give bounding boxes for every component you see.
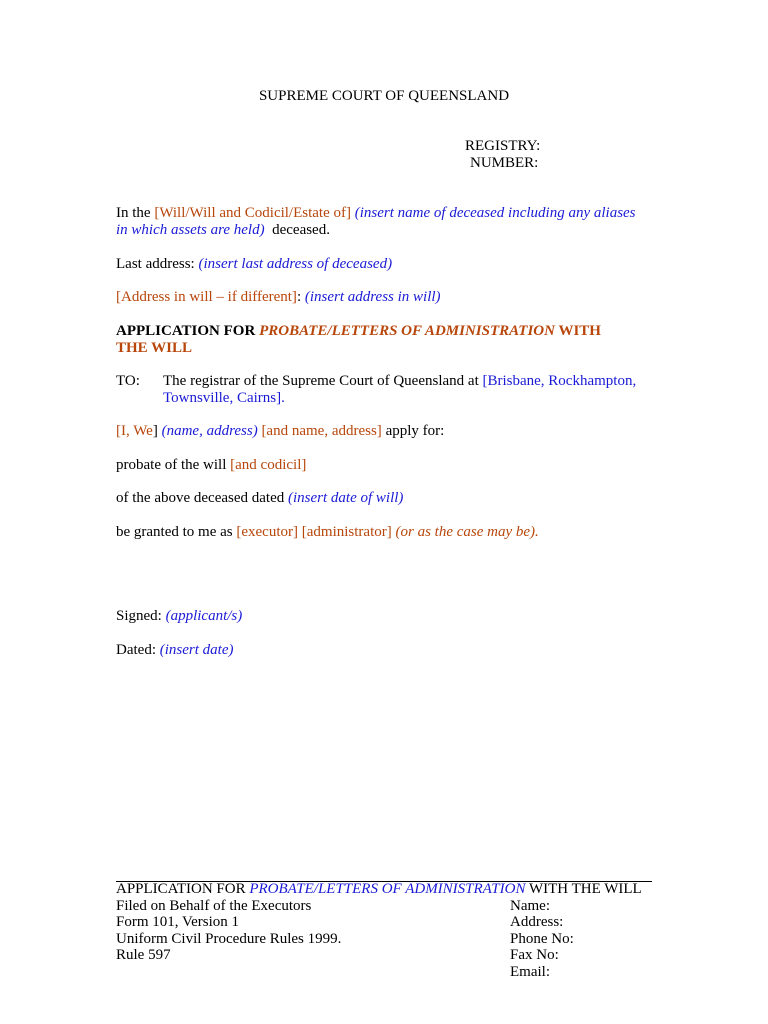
last-address-hint: (insert last address of deceased): [198, 256, 393, 272]
court-heading: [0, 88, 768, 105]
probate-line: probate of the will [and codicil]: [116, 457, 307, 473]
footer-email-field: Email:: [510, 963, 550, 980]
will-date-hint: (insert date of will): [288, 490, 404, 506]
to-recipient: The registrar of the Supreme Court of Queensland at [Brisbane, Rockhampton, Townsville, Cairns].: [163, 373, 637, 406]
will-date-line: of the above deceased dated (insert date of will): [116, 490, 404, 506]
estate-paragraph: In the [Will/Will and Codicil/Estate of] (insert name of deceased including any aliases in which assets are held) deceased.: [116, 205, 636, 238]
granted-line: be granted to me as [executor] [administrator] (or as the case may be).: [116, 524, 539, 540]
signed-line: Signed: (applicant/s): [116, 608, 243, 624]
footer-phone-field: Phone No:: [510, 930, 574, 947]
grant-type-option: PROBATE/LETTERS OF ADMINISTRATION: [259, 323, 555, 339]
number-label: NUMBER:: [470, 155, 539, 171]
footer-rule: Rule 597: [116, 947, 171, 964]
footer-rules: Uniform Civil Procedure Rules 1999.: [116, 930, 342, 947]
footer-title: APPLICATION FOR PROBATE/LETTERS OF ADMINISTRATION WITH THE WILL: [116, 881, 642, 897]
estate-option: [Will/Will and Codicil/Estate of]: [154, 205, 351, 221]
signed-hint: (applicant/s): [165, 608, 243, 624]
to-label: TO:: [116, 373, 140, 389]
footer-name-field: Name:: [510, 897, 550, 914]
court-name: SUPREME COURT OF QUEENSLAND: [258, 88, 510, 104]
last-address-line: Last address: (insert last address of deceased): [116, 256, 393, 272]
applicant-hint: (name, address): [161, 423, 258, 439]
will-address-line: [Address in will – if different]: (insert address in will): [116, 289, 441, 305]
applicant-line: [I, We] (name, address) [and name, address] apply for:: [116, 423, 445, 439]
registry-label: REGISTRY:: [465, 138, 541, 154]
footer-fax-field: Fax No:: [510, 947, 559, 964]
will-address-hint: (insert address in will): [304, 289, 441, 305]
footer-form: Form 101, Version 1: [116, 914, 240, 931]
will-address-option: [Address in will – if different]: [116, 289, 297, 305]
registry-location-options: [Brisbane, Rockhampton, Townsville, Cairns].: [163, 373, 637, 406]
dated-hint: (insert date): [159, 642, 234, 658]
footer-right: [510, 881, 574, 981]
footer-filed-by: Filed on Behalf of the Executors: [116, 897, 312, 914]
application-title: APPLICATION FOR PROBATE/LETTERS OF ADMINISTRATION WITH THE WILL: [116, 323, 601, 356]
dated-line: Dated: (insert date): [116, 642, 234, 658]
deceased-name-hint: (insert name of deceased including any aliases in which assets are held): [116, 205, 636, 238]
footer-address-field: Address:: [510, 914, 564, 931]
